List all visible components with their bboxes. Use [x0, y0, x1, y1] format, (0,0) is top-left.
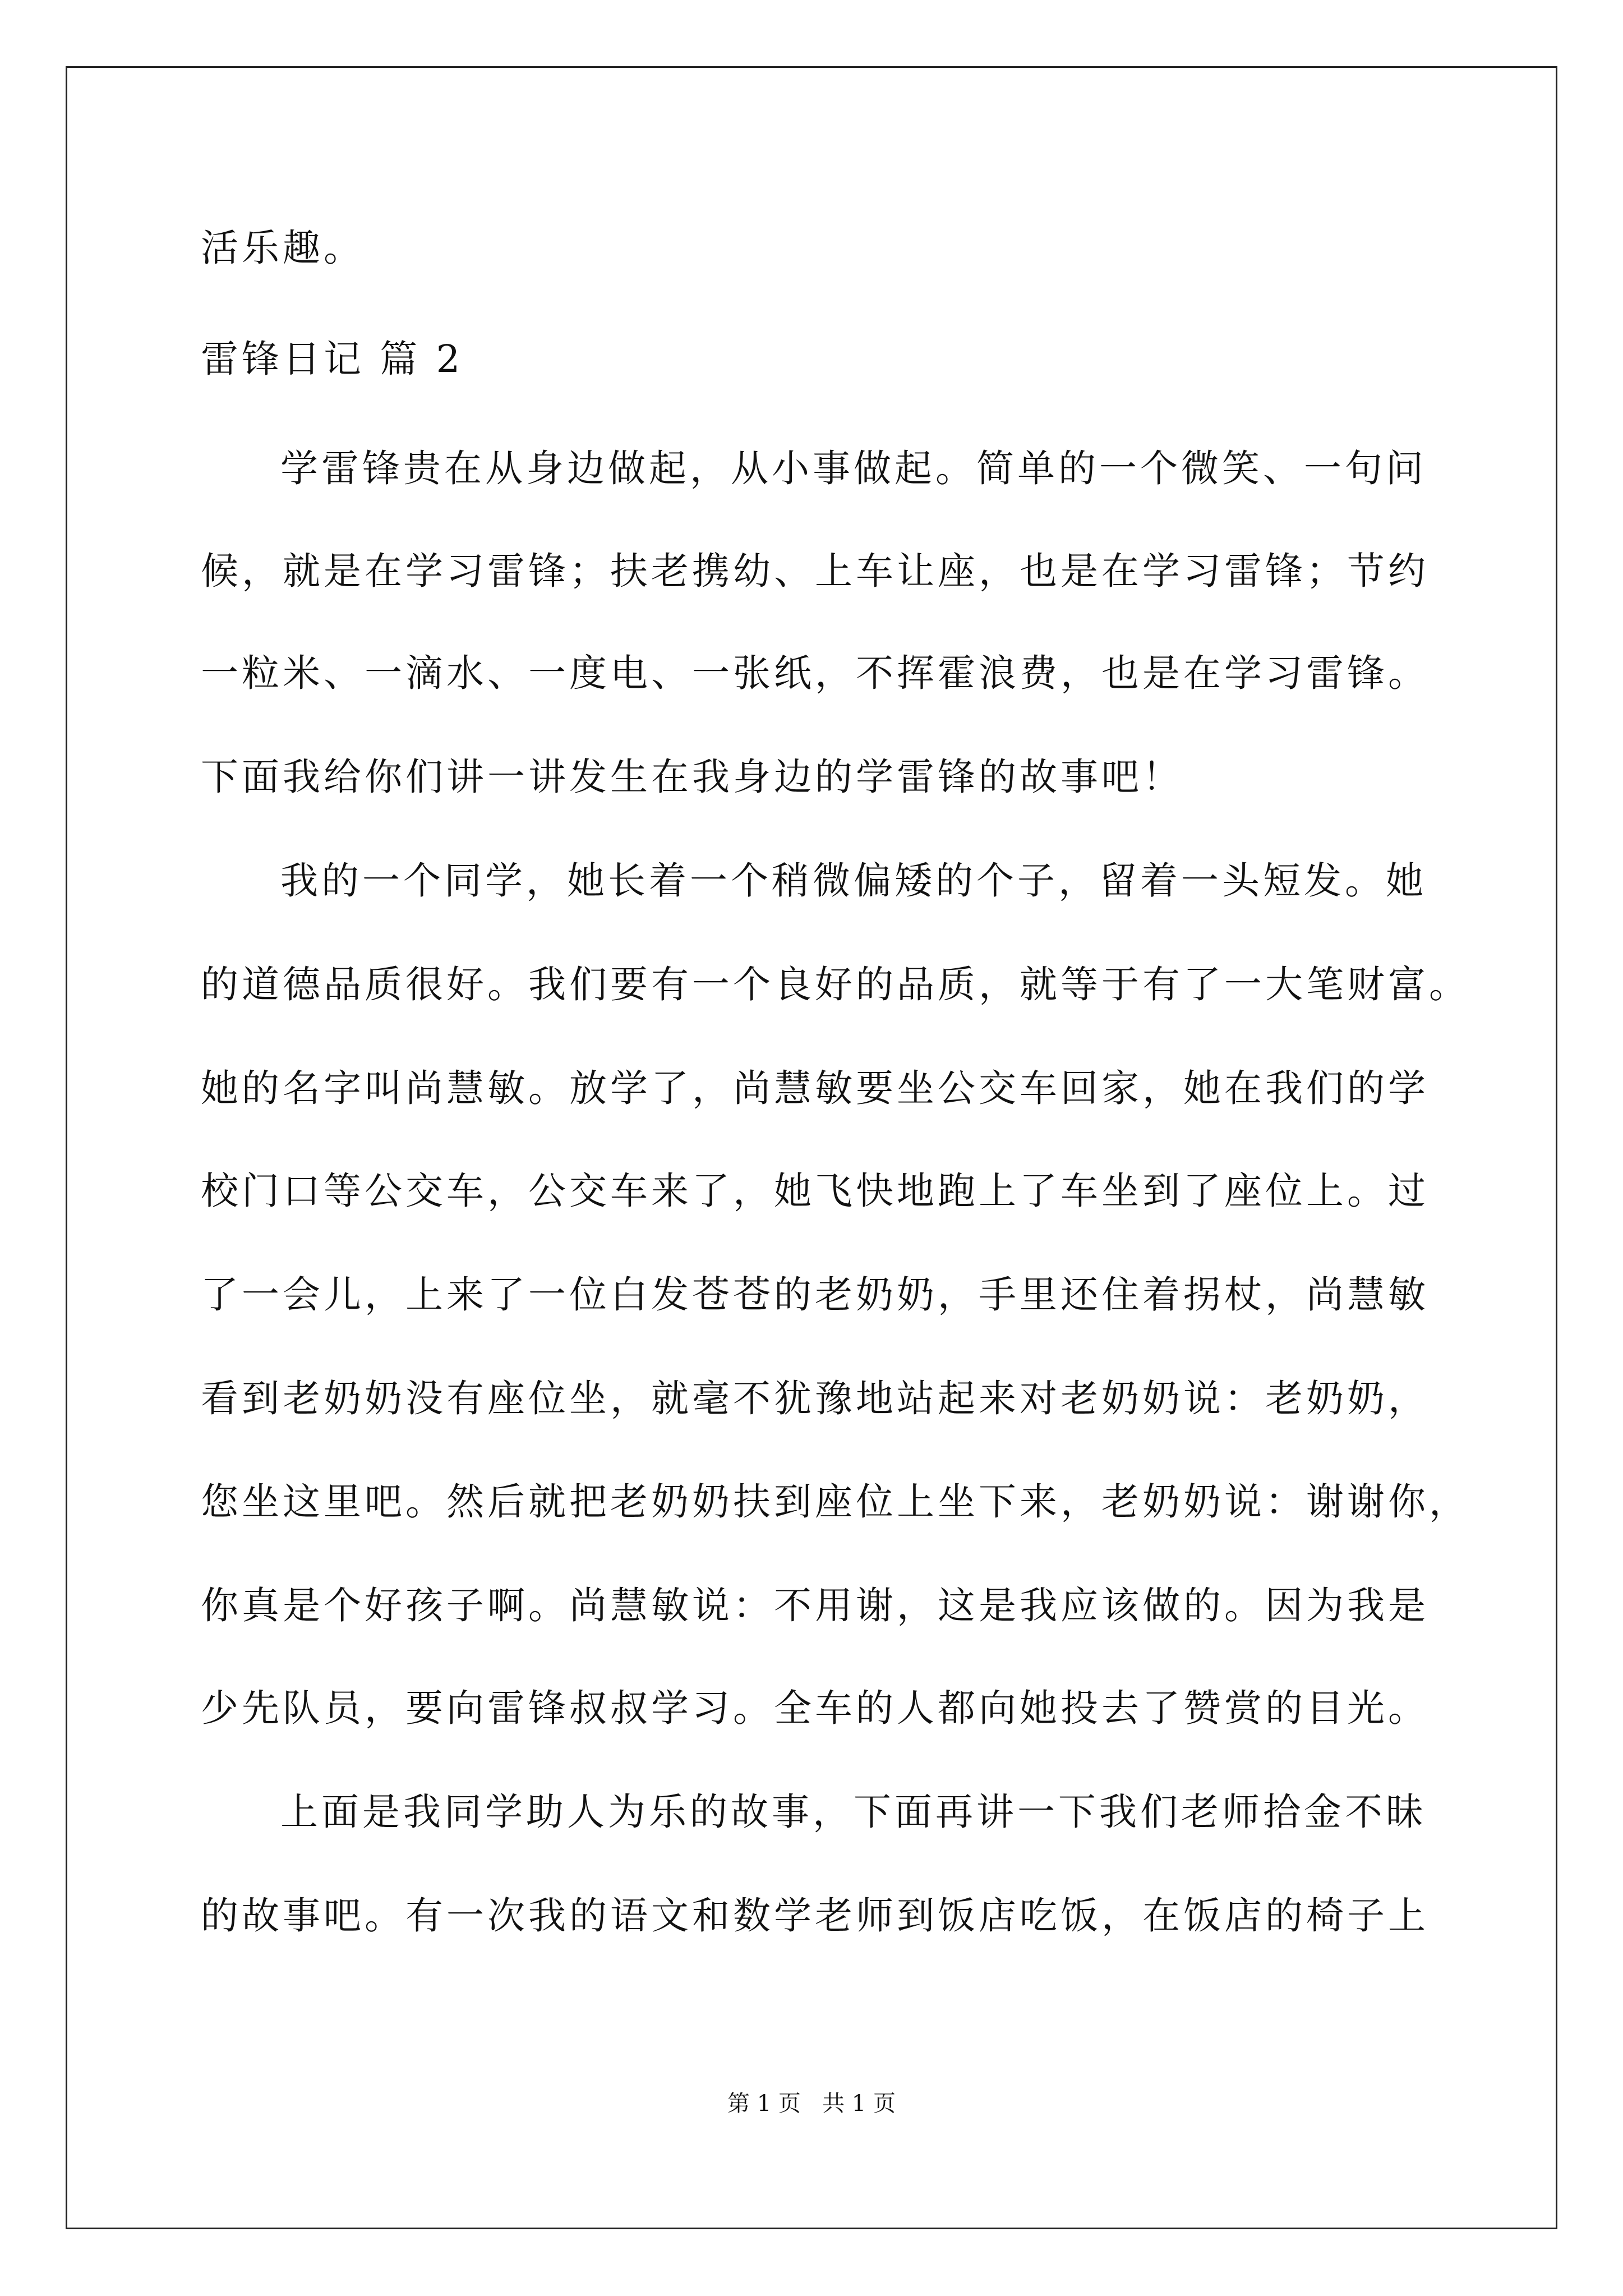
text-line: 您坐这里吧。然后就把老奶奶扶到座位上坐下来，老奶奶说：谢谢你，	[201, 1480, 1470, 1524]
page-footer: 第 1 页 共 1 页	[727, 2091, 896, 2116]
text-line: 少先队员，要向雷锋叔叔学习。全车的人都向她投去了赞赏的目光。	[201, 1686, 1429, 1730]
text-line: 上面是我同学助人为乐的故事，下面再讲一下我们老师拾金不昧	[280, 1790, 1427, 1834]
text-line: 我的一个同学，她长着一个稍微偏矮的个子，留着一头短发。她	[280, 859, 1427, 903]
text-line: 候，就是在学习雷锋；扶老携幼、上车让座，也是在学习雷锋；节约	[201, 549, 1429, 593]
text-line: 的道德品质很好。我们要有一个良好的品质，就等于有了一大笔财富。	[201, 963, 1470, 1006]
text-line: 学雷锋贵在从身边做起，从小事做起。简单的一个微笑、一句问	[280, 447, 1427, 490]
text-line: 下面我给你们讲一讲发生在我身边的学雷锋的故事吧！	[201, 755, 1183, 799]
text-line: 了一会儿，上来了一位白发苍苍的老奶奶，手里还住着拐杖，尚慧敏	[201, 1273, 1429, 1317]
section-heading: 雷锋日记 篇 2	[201, 337, 464, 381]
text-line: 校门口等公交车，公交车来了，她飞快地跑上了车坐到了座位上。过	[201, 1169, 1429, 1213]
text-line: 看到老奶奶没有座位坐，就毫不犹豫地站起来对老奶奶说：老奶奶，	[201, 1377, 1429, 1420]
text-line: 的故事吧。有一次我的语文和数学老师到饭店吃饭，在饭店的椅子上	[201, 1894, 1429, 1938]
text-line: 她的名字叫尚慧敏。放学了，尚慧敏要坐公交车回家，她在我们的学	[201, 1066, 1429, 1110]
text-line: 活乐趣。	[201, 226, 365, 270]
text-line: 你真是个好孩子啊。尚慧敏说：不用谢，这是我应该做的。因为我是	[201, 1584, 1429, 1627]
text-line: 一粒米、一滴水、一度电、一张纸，不挥霍浪费，也是在学习雷锋。	[201, 651, 1429, 695]
